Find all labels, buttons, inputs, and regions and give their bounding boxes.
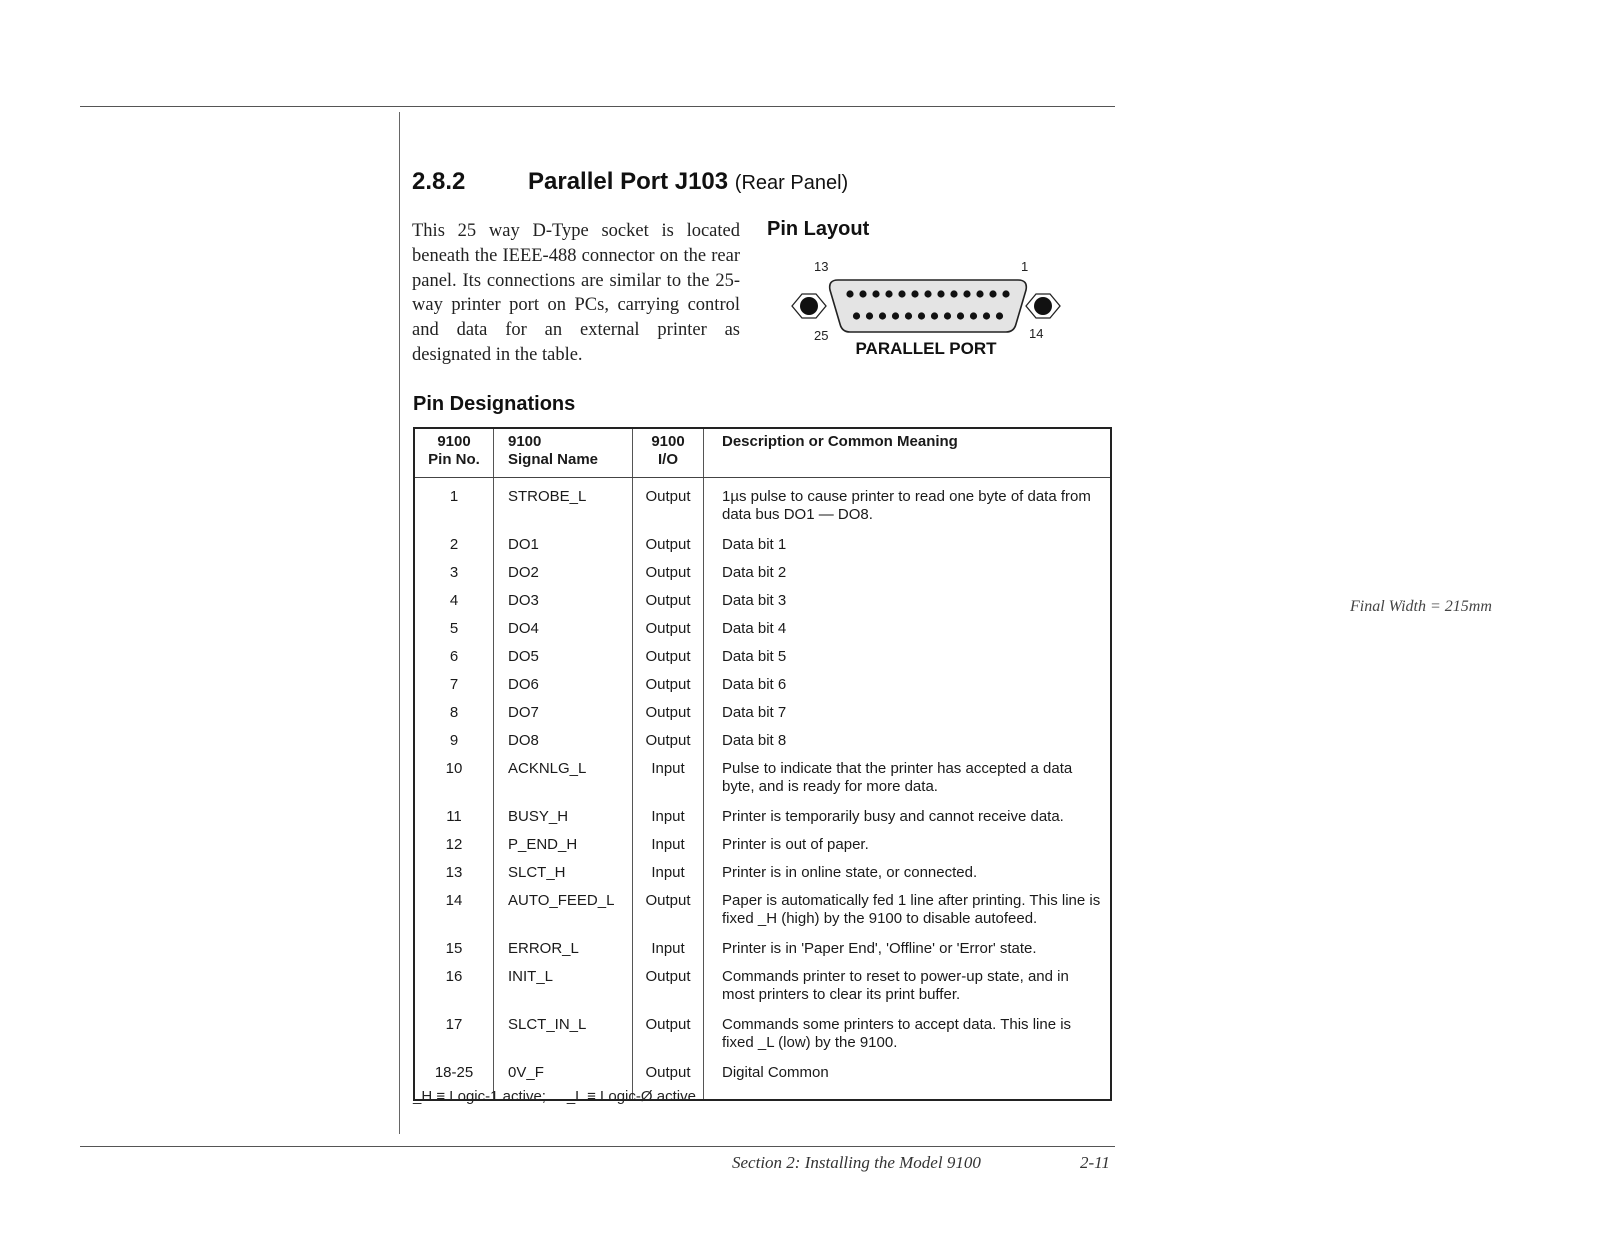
description-cell: Data bit 5	[722, 648, 787, 665]
table-row	[414, 645, 1111, 673]
io-cell: Output	[633, 673, 704, 701]
section-title: Parallel Port J103	[528, 168, 729, 195]
table-row	[414, 937, 1111, 965]
section-subtitle: (Rear Panel)	[734, 172, 849, 194]
connector-pin	[996, 312, 1003, 319]
description-cell: Printer is in online state, or connected.	[722, 864, 978, 881]
signal-cell: ACKNLG_L	[494, 757, 633, 805]
io-cell: Input	[633, 805, 704, 833]
connector-caption: PARALLEL PORT	[855, 339, 997, 358]
signal-cell: BUSY_H	[494, 805, 633, 833]
signal-cell: 0V_F	[494, 1061, 633, 1100]
connector-pin	[983, 312, 990, 319]
connector-pin	[885, 290, 892, 297]
section-title-wrap	[528, 168, 848, 196]
description-cell: Digital Common	[722, 1064, 829, 1081]
signal-cell: ERROR_L	[494, 937, 633, 965]
pin-cell: 9	[414, 729, 494, 757]
table-row	[414, 805, 1111, 833]
io-cell: Input	[633, 861, 704, 889]
pin-cell: 8	[414, 701, 494, 729]
table-row	[414, 861, 1111, 889]
connector-pin	[898, 290, 905, 297]
pin-cell: 16	[414, 965, 494, 1013]
header-pin-line1: 9100	[437, 433, 471, 450]
signal-cell: SLCT_H	[494, 861, 633, 889]
header-io-line2: I/O	[657, 451, 678, 468]
signal-cell: DO1	[494, 533, 633, 561]
signal-cell: SLCT_IN_L	[494, 1013, 633, 1061]
io-cell: Output	[633, 1061, 704, 1100]
connector-pin	[1002, 290, 1009, 297]
pin-designations-title: Pin Designations	[413, 393, 576, 415]
margin-note: Final Width = 215mm	[1350, 598, 1492, 615]
header-sig-line1: 9100	[508, 433, 542, 450]
pin-table	[413, 427, 1112, 1101]
header-sig-line2: Signal Name	[508, 451, 599, 468]
pin-cell: 7	[414, 673, 494, 701]
description-cell: Data bit 3	[722, 592, 787, 609]
pin-cell: 5	[414, 617, 494, 645]
description-cell: Printer is temporarily busy and cannot receive data.	[722, 808, 1064, 825]
section-number: 2.8.2	[412, 168, 466, 195]
io-cell: Output	[633, 645, 704, 673]
connector-pin	[859, 290, 866, 297]
footer-page-number: 2-11	[1080, 1153, 1110, 1172]
table-row	[414, 729, 1111, 757]
pin-cell: 13	[414, 861, 494, 889]
connector-pin	[905, 312, 912, 319]
signal-cell: AUTO_FEED_L	[494, 889, 633, 937]
table-row	[414, 673, 1111, 701]
connector-pin	[892, 312, 899, 319]
connector-pin	[872, 290, 879, 297]
io-cell: Output	[633, 617, 704, 645]
connector-pin	[944, 312, 951, 319]
io-cell: Output	[633, 561, 704, 589]
table-row	[414, 757, 1111, 805]
connector-pin	[976, 290, 983, 297]
signal-cell: DO2	[494, 561, 633, 589]
connector-pin	[846, 290, 853, 297]
io-cell: Input	[633, 833, 704, 861]
header-pin	[414, 428, 494, 478]
pin-cell: 11	[414, 805, 494, 833]
table-row	[414, 589, 1111, 617]
connector-pin	[950, 290, 957, 297]
connector-pin	[970, 312, 977, 319]
connector-svg	[786, 258, 1066, 358]
io-cell: Output	[633, 478, 704, 534]
pin-cell: 15	[414, 937, 494, 965]
table-row	[414, 889, 1111, 937]
signal-cell: STROBE_L	[494, 478, 633, 534]
connector-pin	[989, 290, 996, 297]
description-cell: Printer is out of paper.	[722, 836, 869, 853]
description-cell: Printer is in 'Paper End', 'Offline' or 'Error' state.	[722, 940, 1037, 957]
io-cell: Output	[633, 729, 704, 757]
pin-table-body	[414, 478, 1111, 1101]
description-cell: 1µs pulse to cause printer to read one byte of data from data bus DO1 — DO8.	[722, 488, 1091, 523]
pin-cell: 17	[414, 1013, 494, 1061]
header-row	[414, 428, 1111, 478]
io-cell: Output	[633, 889, 704, 937]
margin-line	[399, 112, 400, 1134]
description-cell: Commands printer to reset to power-up state, and in most printers to clear its print buffer.	[722, 968, 1069, 1003]
description-cell: Commands some printers to accept data. This line is fixed _L (low) by the 9100.	[722, 1016, 1072, 1051]
signal-cell: DO6	[494, 673, 633, 701]
io-cell: Output	[633, 589, 704, 617]
io-cell: Output	[633, 965, 704, 1013]
description-cell: Data bit 1	[722, 536, 787, 553]
pin-cell: 10	[414, 757, 494, 805]
pin-table-header	[414, 428, 1111, 478]
connector-pin	[911, 290, 918, 297]
header-pin-line2: Pin No.	[428, 451, 480, 468]
pin-layout-title: Pin Layout	[767, 218, 870, 240]
table-row	[414, 561, 1111, 589]
table-row	[414, 1013, 1111, 1061]
bottom-rule	[80, 1146, 1115, 1147]
footer-section-title: Section 2: Installing the Model 9100	[732, 1153, 981, 1172]
pin-cell: 12	[414, 833, 494, 861]
io-cell: Output	[633, 701, 704, 729]
pin-cell: 18-25	[414, 1061, 494, 1100]
right-mount-hole	[1034, 297, 1052, 315]
header-description: Description or Common Meaning	[704, 428, 1112, 478]
left-mount-hole	[800, 297, 818, 315]
connector-pin	[957, 312, 964, 319]
io-cell: Input	[633, 937, 704, 965]
description-cell: Data bit 6	[722, 676, 787, 693]
signal-cell: DO4	[494, 617, 633, 645]
io-cell: Output	[633, 533, 704, 561]
header-io-line1: 9100	[651, 433, 685, 450]
connector-pin	[918, 312, 925, 319]
pin-cell: 4	[414, 589, 494, 617]
d-shell	[830, 280, 1027, 332]
connector-pin	[879, 312, 886, 319]
label-1: 1	[1021, 259, 1029, 274]
pin-cell: 2	[414, 533, 494, 561]
table-row	[414, 533, 1111, 561]
table-row	[414, 701, 1111, 729]
io-cell: Input	[633, 757, 704, 805]
connector-pin	[963, 290, 970, 297]
table-row	[414, 478, 1111, 534]
table-row	[414, 833, 1111, 861]
table-row	[414, 965, 1111, 1013]
table-row	[414, 617, 1111, 645]
io-cell: Output	[633, 1013, 704, 1061]
label-13: 13	[814, 259, 829, 274]
signal-cell: DO3	[494, 589, 633, 617]
top-rule	[80, 106, 1115, 107]
description-cell: Data bit 8	[722, 732, 787, 749]
logic-footnote: _H ≡ Logic-1 active; _L ≡ Logic-Ø active.	[413, 1088, 701, 1105]
description-cell: Data bit 7	[722, 704, 787, 721]
label-14: 14	[1029, 326, 1044, 341]
intro-paragraph: This 25 way D-Type socket is located beneath the IEEE-488 connector on the rear panel. Its connections are similar to the 25-way printer port on PCs, carrying control and data for an external printer as designated in the table.	[412, 221, 740, 365]
pin-cell: 1	[414, 478, 494, 534]
header-io	[633, 428, 704, 478]
signal-cell: DO8	[494, 729, 633, 757]
description-cell: Data bit 2	[722, 564, 787, 581]
header-signal	[494, 428, 633, 478]
pin-cell: 6	[414, 645, 494, 673]
description-cell: Paper is automatically fed 1 line after printing. This line is fixed _H (high) by the 9100 to disable autofeed.	[722, 892, 1101, 927]
label-25: 25	[814, 328, 829, 343]
pin-cell: 14	[414, 889, 494, 937]
pin-cell: 3	[414, 561, 494, 589]
signal-cell: DO7	[494, 701, 633, 729]
connector-pin	[866, 312, 873, 319]
parallel-port-diagram	[786, 258, 1066, 363]
connector-pin	[931, 312, 938, 319]
description-cell: Data bit 4	[722, 620, 787, 637]
description-cell: Pulse to indicate that the printer has accepted a data byte, and is ready for more data.	[722, 760, 1073, 795]
signal-cell: DO5	[494, 645, 633, 673]
signal-cell: P_END_H	[494, 833, 633, 861]
signal-cell: INIT_L	[494, 965, 633, 1013]
connector-pin	[853, 312, 860, 319]
connector-pin	[924, 290, 931, 297]
connector-pin	[937, 290, 944, 297]
